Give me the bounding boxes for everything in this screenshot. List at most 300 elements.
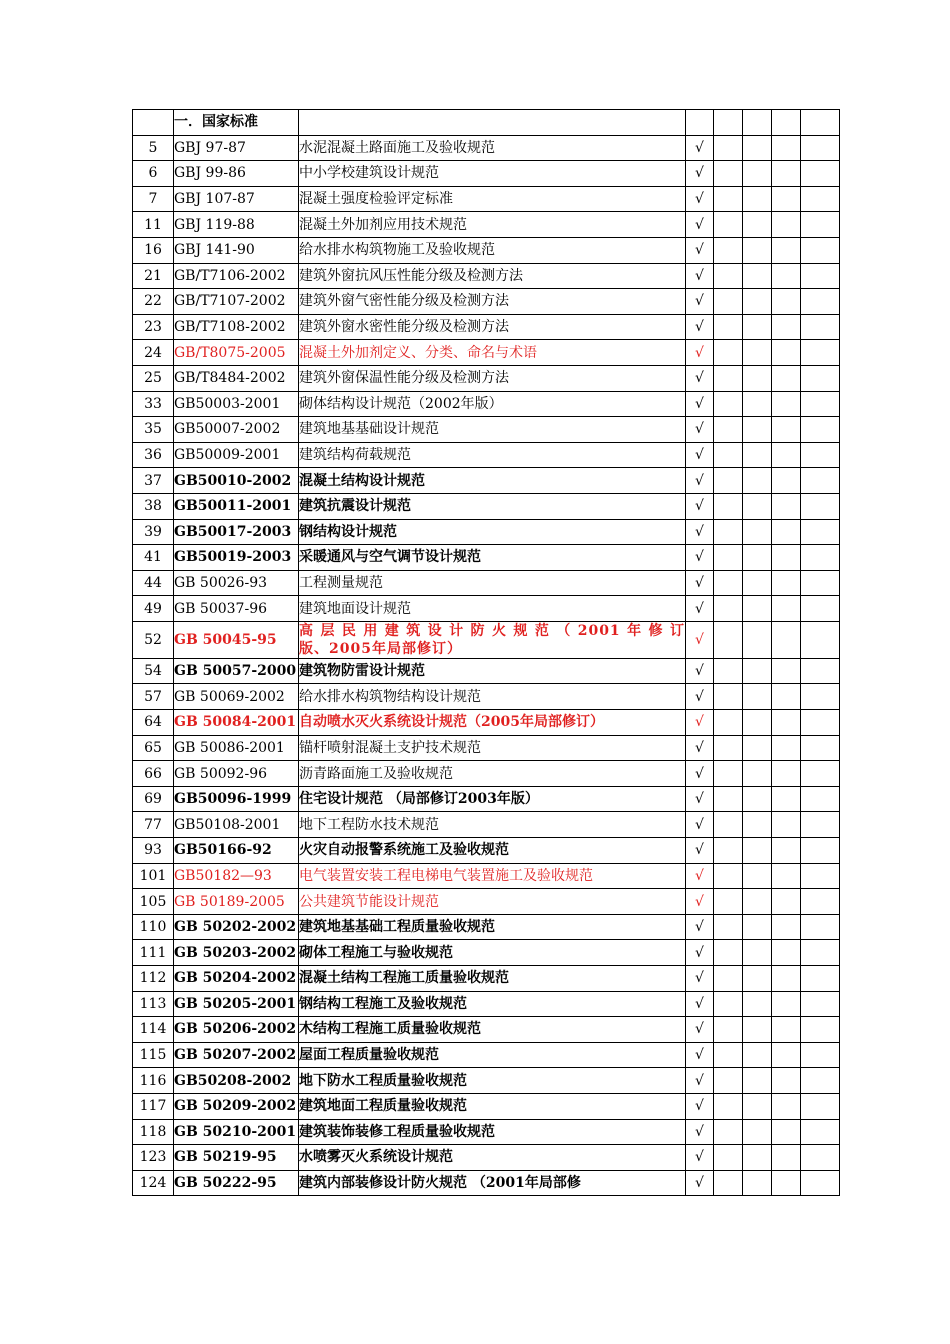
empty-cell <box>801 914 840 940</box>
empty-cell <box>743 212 772 238</box>
empty-cell <box>772 940 801 966</box>
empty-cell <box>772 914 801 940</box>
empty-cell <box>772 135 801 161</box>
table-row <box>133 442 840 468</box>
empty-cell <box>772 863 801 889</box>
empty-cell <box>772 391 801 417</box>
empty-cell <box>714 1119 743 1145</box>
table-row <box>133 838 840 864</box>
empty-cell <box>801 684 840 710</box>
check-mark: √ <box>686 340 714 366</box>
empty-cell <box>801 658 840 684</box>
standard-name: 电气装置安装工程电梯电气装置施工及验收规范 <box>299 863 686 889</box>
check-mark: √ <box>686 658 714 684</box>
empty-cell <box>714 1017 743 1043</box>
row-number: 77 <box>133 812 174 838</box>
table-row <box>133 545 840 571</box>
standard-code: GB50208-2002 <box>174 1068 299 1094</box>
empty-cell <box>743 135 772 161</box>
empty-cell <box>772 991 801 1017</box>
empty-cell <box>772 493 801 519</box>
standard-code: GB50019-2003 <box>174 545 299 571</box>
row-number: 52 <box>133 621 174 658</box>
empty-cell <box>714 710 743 736</box>
table-row <box>133 812 840 838</box>
standard-name: 锚杆喷射混凝土支护技术规范 <box>299 735 686 761</box>
standard-name: 木结构工程施工质量验收规范 <box>299 1017 686 1043</box>
empty-cell <box>714 1093 743 1119</box>
standard-code: GB/T7108-2002 <box>174 314 299 340</box>
row-number: 115 <box>133 1042 174 1068</box>
empty-cell <box>743 812 772 838</box>
empty-cell <box>772 710 801 736</box>
row-number: 49 <box>133 596 174 622</box>
empty-cell <box>743 545 772 571</box>
standard-name-line-2: 版、2005年局部修订） <box>299 640 462 657</box>
table-row <box>133 161 840 187</box>
standard-name: 建筑物防雷设计规范 <box>299 658 686 684</box>
empty-cell <box>743 263 772 289</box>
empty-cell <box>772 1093 801 1119</box>
standard-code: GB50009-2001 <box>174 442 299 468</box>
row-number: 11 <box>133 212 174 238</box>
empty-cell <box>743 237 772 263</box>
empty-cell <box>714 314 743 340</box>
empty-cell <box>801 1093 840 1119</box>
row-number: 39 <box>133 519 174 545</box>
empty-cell <box>714 596 743 622</box>
standard-code: GBJ 141-90 <box>174 237 299 263</box>
row-number: 35 <box>133 417 174 443</box>
empty-cell <box>772 468 801 494</box>
empty-cell <box>743 966 772 992</box>
empty-cell <box>801 1042 840 1068</box>
empty-cell <box>801 991 840 1017</box>
header-num-cell <box>133 110 174 136</box>
empty-cell <box>714 684 743 710</box>
check-mark: √ <box>686 417 714 443</box>
empty-cell <box>714 838 743 864</box>
standard-name-line-1: 高层民用建筑设计防火规范（2001年修订 <box>299 622 685 639</box>
empty-cell <box>743 1042 772 1068</box>
empty-cell <box>743 761 772 787</box>
table-row <box>133 417 840 443</box>
standard-name: 住宅设计规范 （局部修订2003年版） <box>299 786 686 812</box>
section-title: 一．国家标准 <box>174 110 299 136</box>
standard-code: GB50182—93 <box>174 863 299 889</box>
check-mark: √ <box>686 710 714 736</box>
empty-cell <box>801 838 840 864</box>
empty-cell <box>714 442 743 468</box>
row-number: 7 <box>133 186 174 212</box>
standard-name: 建筑地面设计规范 <box>299 596 686 622</box>
empty-cell <box>772 658 801 684</box>
table-row <box>133 761 840 787</box>
empty-cell <box>743 493 772 519</box>
row-number: 101 <box>133 863 174 889</box>
empty-cell <box>801 621 840 658</box>
empty-cell <box>714 1068 743 1094</box>
empty-cell <box>714 391 743 417</box>
table-row <box>133 468 840 494</box>
standard-code: GB 50189-2005 <box>174 889 299 915</box>
standard-name: 建筑外窗抗风压性能分级及检测方法 <box>299 263 686 289</box>
empty-cell <box>772 735 801 761</box>
check-mark: √ <box>686 966 714 992</box>
empty-cell <box>743 161 772 187</box>
check-mark: √ <box>686 1145 714 1171</box>
row-number: 25 <box>133 365 174 391</box>
empty-cell <box>772 570 801 596</box>
empty-cell <box>714 761 743 787</box>
row-number: 66 <box>133 761 174 787</box>
standard-name: 屋面工程质量验收规范 <box>299 1042 686 1068</box>
empty-cell <box>772 340 801 366</box>
check-mark: √ <box>686 1017 714 1043</box>
empty-cell <box>772 1017 801 1043</box>
standard-name: 建筑外窗气密性能分级及检测方法 <box>299 289 686 315</box>
empty-cell <box>743 991 772 1017</box>
empty-cell <box>801 1068 840 1094</box>
empty-cell <box>743 621 772 658</box>
standard-code: GB 50219-95 <box>174 1145 299 1171</box>
check-mark: √ <box>686 365 714 391</box>
table-row <box>133 914 840 940</box>
row-number: 57 <box>133 684 174 710</box>
empty-cell <box>772 1068 801 1094</box>
table-row <box>133 684 840 710</box>
empty-cell <box>714 237 743 263</box>
table-row <box>133 991 840 1017</box>
empty-cell <box>801 161 840 187</box>
check-mark: √ <box>686 1119 714 1145</box>
table-row <box>133 1145 840 1171</box>
standard-code: GB 50207-2002 <box>174 1042 299 1068</box>
empty-cell <box>772 545 801 571</box>
empty-cell <box>714 812 743 838</box>
standard-name: 水泥混凝土路面施工及验收规范 <box>299 135 686 161</box>
empty-cell <box>714 340 743 366</box>
standard-name: 采暖通风与空气调节设计规范 <box>299 545 686 571</box>
empty-cell <box>743 340 772 366</box>
standard-code: GB 50210-2001 <box>174 1119 299 1145</box>
table-row <box>133 289 840 315</box>
empty-cell <box>801 1017 840 1043</box>
check-mark: √ <box>686 596 714 622</box>
row-number: 44 <box>133 570 174 596</box>
check-mark: √ <box>686 1170 714 1196</box>
table-row <box>133 212 840 238</box>
row-number: 5 <box>133 135 174 161</box>
table-row <box>133 940 840 966</box>
empty-cell <box>801 519 840 545</box>
empty-cell <box>714 161 743 187</box>
empty-cell <box>743 1017 772 1043</box>
table-row <box>133 1119 840 1145</box>
table-row <box>133 1068 840 1094</box>
empty-cell <box>772 289 801 315</box>
row-number: 65 <box>133 735 174 761</box>
standard-name <box>299 621 686 658</box>
standard-name: 建筑结构荷载规范 <box>299 442 686 468</box>
table-row <box>133 237 840 263</box>
standard-code: GB 50084-2001 <box>174 710 299 736</box>
standard-name: 水喷雾灭火系统设计规范 <box>299 1145 686 1171</box>
empty-cell <box>714 735 743 761</box>
standard-code: GB/T7106-2002 <box>174 263 299 289</box>
empty-cell <box>801 212 840 238</box>
standard-code: GB50011-2001 <box>174 493 299 519</box>
table-row <box>133 889 840 915</box>
row-number: 37 <box>133 468 174 494</box>
row-number: 124 <box>133 1170 174 1196</box>
standard-code: GB 50086-2001 <box>174 735 299 761</box>
check-mark: √ <box>686 1042 714 1068</box>
empty-cell <box>743 914 772 940</box>
empty-cell <box>743 468 772 494</box>
empty-cell <box>801 493 840 519</box>
table-row <box>133 186 840 212</box>
check-mark: √ <box>686 991 714 1017</box>
row-number: 21 <box>133 263 174 289</box>
standard-code: GB50007-2002 <box>174 417 299 443</box>
standard-name: 建筑内部装修设计防火规范 （2001年局部修 <box>299 1170 686 1196</box>
check-mark: √ <box>686 621 714 658</box>
empty-cell <box>772 417 801 443</box>
standard-name: 建筑外窗保温性能分级及检测方法 <box>299 365 686 391</box>
check-mark: √ <box>686 838 714 864</box>
empty-cell <box>714 365 743 391</box>
empty-cell <box>743 365 772 391</box>
check-mark: √ <box>686 940 714 966</box>
table-row <box>133 710 840 736</box>
check-mark: √ <box>686 161 714 187</box>
empty-cell <box>714 914 743 940</box>
empty-cell <box>801 442 840 468</box>
empty-cell <box>801 365 840 391</box>
standard-code: GB50003-2001 <box>174 391 299 417</box>
empty-cell <box>714 940 743 966</box>
table-row <box>133 1042 840 1068</box>
standard-code: GB 50209-2002 <box>174 1093 299 1119</box>
empty-cell <box>801 710 840 736</box>
row-number: 117 <box>133 1093 174 1119</box>
row-number: 111 <box>133 940 174 966</box>
empty-cell <box>772 812 801 838</box>
table-row <box>133 570 840 596</box>
standard-name: 建筑地面工程质量验收规范 <box>299 1093 686 1119</box>
table-row <box>133 658 840 684</box>
row-number: 112 <box>133 966 174 992</box>
empty-cell <box>714 212 743 238</box>
empty-cell <box>743 735 772 761</box>
empty-cell <box>772 838 801 864</box>
table-row <box>133 621 840 658</box>
check-mark: √ <box>686 519 714 545</box>
standard-name: 混凝土外加剂定义、分类、命名与术语 <box>299 340 686 366</box>
standard-code: GB 50069-2002 <box>174 684 299 710</box>
empty-cell <box>714 570 743 596</box>
table-row <box>133 786 840 812</box>
empty-cell <box>772 161 801 187</box>
row-number: 22 <box>133 289 174 315</box>
check-mark: √ <box>686 735 714 761</box>
standard-code: GBJ 97-87 <box>174 135 299 161</box>
row-number: 36 <box>133 442 174 468</box>
row-number: 116 <box>133 1068 174 1094</box>
table-row <box>133 493 840 519</box>
empty-cell <box>772 519 801 545</box>
empty-cell <box>801 314 840 340</box>
empty-cell <box>772 1042 801 1068</box>
empty-cell <box>743 1145 772 1171</box>
empty-cell <box>714 889 743 915</box>
check-mark: √ <box>686 493 714 519</box>
empty-cell <box>801 186 840 212</box>
empty-cell <box>714 621 743 658</box>
check-mark: √ <box>686 186 714 212</box>
standard-code: GB 50202-2002 <box>174 914 299 940</box>
table-row <box>133 314 840 340</box>
empty-cell <box>801 889 840 915</box>
table-row <box>133 1017 840 1043</box>
check-mark: √ <box>686 914 714 940</box>
standard-code: GB50096-1999 <box>174 786 299 812</box>
table-row <box>133 596 840 622</box>
standard-name: 建筑抗震设计规范 <box>299 493 686 519</box>
check-mark: √ <box>686 263 714 289</box>
standard-name: 给水排水构筑物结构设计规范 <box>299 684 686 710</box>
row-number: 118 <box>133 1119 174 1145</box>
table-row <box>133 863 840 889</box>
check-mark: √ <box>686 684 714 710</box>
row-number: 38 <box>133 493 174 519</box>
empty-cell <box>743 442 772 468</box>
standard-name: 建筑外窗水密性能分级及检测方法 <box>299 314 686 340</box>
empty-cell <box>801 735 840 761</box>
row-number: 113 <box>133 991 174 1017</box>
standard-name: 中小学校建筑设计规范 <box>299 161 686 187</box>
empty-cell <box>743 596 772 622</box>
table-row <box>133 135 840 161</box>
table-row <box>133 1170 840 1196</box>
standard-name: 钢结构工程施工及验收规范 <box>299 991 686 1017</box>
row-number: 6 <box>133 161 174 187</box>
empty-cell <box>743 314 772 340</box>
table-row <box>133 340 840 366</box>
row-number: 114 <box>133 1017 174 1043</box>
empty-cell <box>801 786 840 812</box>
empty-cell <box>801 1170 840 1196</box>
check-mark: √ <box>686 212 714 238</box>
standard-code: GB/T7107-2002 <box>174 289 299 315</box>
empty-cell <box>714 991 743 1017</box>
table-row <box>133 391 840 417</box>
empty-cell <box>801 761 840 787</box>
check-mark: √ <box>686 1093 714 1119</box>
row-number: 123 <box>133 1145 174 1171</box>
empty-cell <box>743 417 772 443</box>
empty-cell <box>801 966 840 992</box>
empty-cell <box>801 863 840 889</box>
empty-cell <box>743 186 772 212</box>
standard-code: GB 50205-2001 <box>174 991 299 1017</box>
standard-name: 火灾自动报警系统施工及验收规范 <box>299 838 686 864</box>
standard-code: GB 50026-93 <box>174 570 299 596</box>
check-mark: √ <box>686 468 714 494</box>
empty-cell <box>714 966 743 992</box>
empty-cell <box>714 417 743 443</box>
row-number: 93 <box>133 838 174 864</box>
standard-code: GB50108-2001 <box>174 812 299 838</box>
empty-cell <box>801 289 840 315</box>
empty-cell <box>772 263 801 289</box>
standard-code: GB 50204-2002 <box>174 966 299 992</box>
standard-code: GB 50206-2002 <box>174 1017 299 1043</box>
empty-cell <box>772 786 801 812</box>
row-number: 64 <box>133 710 174 736</box>
empty-cell <box>743 658 772 684</box>
empty-cell <box>714 289 743 315</box>
row-number: 24 <box>133 340 174 366</box>
standard-name: 混凝土结构工程施工质量验收规范 <box>299 966 686 992</box>
check-mark: √ <box>686 314 714 340</box>
empty-cell <box>743 684 772 710</box>
empty-cell <box>743 391 772 417</box>
empty-cell <box>801 237 840 263</box>
empty-cell <box>772 966 801 992</box>
standard-code: GB 50037-96 <box>174 596 299 622</box>
empty-cell <box>714 1145 743 1171</box>
check-mark: √ <box>686 545 714 571</box>
standard-name: 钢结构设计规范 <box>299 519 686 545</box>
empty-cell <box>714 135 743 161</box>
row-number: 69 <box>133 786 174 812</box>
standard-code: GB 50203-2002 <box>174 940 299 966</box>
check-mark: √ <box>686 442 714 468</box>
check-mark: √ <box>686 812 714 838</box>
empty-cell <box>772 684 801 710</box>
empty-cell <box>801 340 840 366</box>
standard-code: GB 50092-96 <box>174 761 299 787</box>
standard-code: GB/T8484-2002 <box>174 365 299 391</box>
empty-cell <box>772 621 801 658</box>
empty-cell <box>772 186 801 212</box>
header-name-cell <box>299 110 686 136</box>
standard-code: GB/T8075-2005 <box>174 340 299 366</box>
empty-cell <box>772 1170 801 1196</box>
check-mark: √ <box>686 1068 714 1094</box>
empty-cell <box>801 468 840 494</box>
empty-cell <box>714 1170 743 1196</box>
check-mark: √ <box>686 786 714 812</box>
empty-cell <box>772 596 801 622</box>
empty-cell <box>743 863 772 889</box>
empty-cell <box>772 889 801 915</box>
empty-cell <box>801 417 840 443</box>
check-mark: √ <box>686 761 714 787</box>
standard-code: GB50017-2003 <box>174 519 299 545</box>
empty-cell <box>743 289 772 315</box>
empty-cell <box>772 212 801 238</box>
check-mark: √ <box>686 570 714 596</box>
empty-cell <box>743 838 772 864</box>
standard-name: 砌体工程施工与验收规范 <box>299 940 686 966</box>
standard-name: 建筑装饰装修工程质量验收规范 <box>299 1119 686 1145</box>
row-number: 54 <box>133 658 174 684</box>
standard-name: 混凝土结构设计规范 <box>299 468 686 494</box>
empty-cell <box>801 596 840 622</box>
